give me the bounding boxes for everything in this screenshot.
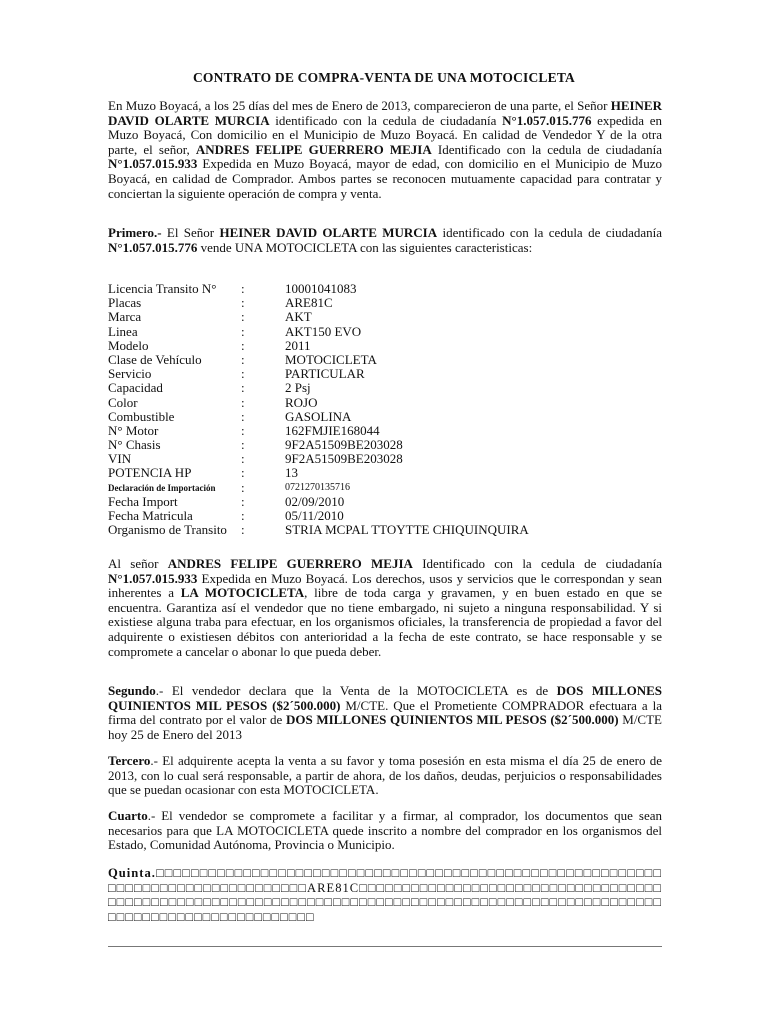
spec-row — [108, 396, 668, 410]
spec-key: Fecha Import — [108, 493, 178, 509]
clause-quinta-garbled-1: □□□□□□□□□□□□□□□□□□□□□□□□□□□□□□□□□□□□□□□□□□□□□□□□□□□□□□□□□□□□□□□□□□□□□□□□□□□□□□□□□ — [108, 866, 662, 895]
spec-key: N° Chasis — [108, 437, 161, 453]
spec-row — [108, 495, 668, 509]
al-senor-text-1: Al señor — [108, 556, 168, 571]
clause-primero — [108, 226, 662, 255]
document-title: CONTRATO DE COMPRA-VENTA DE UNA MOTOCICLETA — [192, 70, 575, 85]
spec-separator: : — [241, 437, 245, 453]
spec-separator: : — [241, 408, 245, 424]
seller-name: HEINER DAVID OLARTE MURCIA — [108, 98, 662, 128]
clause-primero-seller-name: HEINER DAVID OLARTE MURCIA — [219, 225, 438, 240]
spec-key: Marca — [108, 309, 142, 325]
clause-cuarto — [108, 809, 662, 853]
intro-text-1: En Muzo Boyacá, a los 25 días del mes de Enero de 2013, comparecieron de una parte, el Señor — [108, 98, 611, 113]
spec-row — [108, 339, 668, 353]
spec-key: Combustible — [108, 408, 175, 424]
clause-primero-seller-id: N°1.057.015.776 — [108, 239, 198, 255]
clause-segundo-text-2: M/CTE. Que el Prometiente COMPRADOR efectuara a la firma del contrato por el valor de — [108, 697, 662, 728]
spec-key: Fecha Matricula — [108, 508, 193, 523]
spec-separator: : — [241, 351, 245, 367]
vehicle-specs-list — [108, 282, 668, 537]
spec-key: N° Motor — [108, 422, 159, 438]
spec-value: ROJO — [285, 394, 318, 410]
spec-value: STRIA MCPAL TTOYTTE CHIQUINQUIRA — [285, 522, 529, 538]
spec-row — [108, 367, 668, 381]
clause-quinta-plate: ARE81C — [307, 880, 360, 895]
clause-primero-text-1: El Señor — [161, 225, 220, 240]
spec-key: Linea — [108, 323, 138, 339]
clause-segundo-amount-1: DOS MILLONES QUINIENTOS MIL PESOS ($2´500.000) — [108, 683, 662, 713]
spec-value: 2 Psj — [285, 380, 311, 396]
spec-row — [108, 282, 668, 296]
spec-key: POTENCIA HP — [108, 465, 192, 481]
spec-separator: : — [241, 337, 245, 353]
spec-row — [108, 509, 668, 523]
spec-separator: : — [241, 465, 245, 481]
al-senor-text-4: , libre de toda carga y gravamen, y en buen estado en que se encuentra. Garantiza así el vendedor que no tiene embargado, ni sujeto a ninguna responsabilidad. Y si existiese alguna traba para efectuar, en los organismos oficiales, la transferencia de propiedad a favor del adquirente o existiesen débitos con anterioridad a la fecha de este contrato, se hace responsable y se compromete a cancelar o abonar lo que pueda deber. — [108, 585, 662, 659]
intro-text-4: Identificado con la cedula de ciudadanía — [431, 141, 662, 157]
clause-cuarto-text: .- El vendedor se compromete a facilitar y a firmar, al comprador, los documentos que sean necesarios para que LA MOTOCICLETA quede inscrito a nombre del comprador en los organismos del Estado, Comunidad Autónoma, Provincia o Municipio. — [108, 808, 662, 853]
spec-value: 02/09/2010 — [285, 493, 345, 509]
clause-cuarto-label: Cuarto — [108, 808, 148, 823]
bottom-divider — [108, 946, 662, 947]
spec-row — [108, 466, 668, 480]
buyer-id: N°1.057.015.933 — [108, 156, 198, 172]
spec-value: 2011 — [285, 337, 311, 353]
al-senor-text-3: Expedida en Muzo Boyacá. Los derechos, usos y servicios que le correspondan y sean inherentes a — [108, 570, 662, 601]
spec-separator: : — [241, 479, 245, 495]
spec-separator: : — [241, 295, 245, 311]
spec-separator: : — [241, 366, 245, 382]
spec-key: VIN — [108, 451, 132, 467]
spec-key: Capacidad — [108, 380, 163, 396]
spec-value: ARE81C — [285, 295, 333, 311]
spec-row — [108, 296, 668, 310]
spec-separator: : — [241, 309, 245, 325]
clause-tercero — [108, 754, 662, 798]
spec-value: 0721270135716 — [285, 481, 350, 493]
spec-row — [108, 481, 668, 495]
spec-value: AKT150 EVO — [285, 323, 362, 339]
spec-key: Placas — [108, 295, 142, 311]
spec-row — [108, 410, 668, 424]
intro-text-3: expedida en Muzo Boyacá, Con domicilio en el Municipio de Muzo Boyacá. En calidad de Vendedor Y de la otra parte, el señor, — [108, 112, 663, 157]
spec-separator: : — [241, 508, 245, 523]
clause-quinta — [108, 866, 662, 924]
intro-text-5: Expedida en Muzo Boyacá, mayor de edad, con domicilio en el Municipio de Muzo Boyacá, en calidad de Comprador. Ambos partes se reconocen mutuamente capacidad para contratar y conciertan la siguiente operación de compra y venta. — [108, 156, 662, 201]
spec-key: Servicio — [108, 366, 152, 382]
al-senor-moto: LA MOTOCICLETA — [180, 585, 305, 601]
spec-value: 9F2A51509BE203028 — [285, 451, 403, 467]
spec-row — [108, 325, 668, 339]
spec-separator: : — [241, 281, 245, 296]
spec-key: Modelo — [108, 337, 149, 353]
spec-row — [108, 452, 668, 466]
spec-row — [108, 310, 668, 324]
clause-primero-text-2: identificado con la cedula de ciudadanía — [437, 225, 662, 240]
spec-separator: : — [241, 380, 245, 396]
spec-separator: : — [241, 394, 245, 410]
clause-tercero-label: Tercero — [108, 753, 151, 768]
spec-separator: : — [241, 451, 245, 467]
spec-separator: : — [241, 422, 245, 438]
spec-value: 05/11/2010 — [285, 508, 344, 523]
spec-key: Licencia Transito N° — [108, 281, 217, 296]
al-senor-text-2: Identificado con la cedula de ciudadanía — [412, 556, 662, 571]
clause-segundo-label: Segundo — [108, 683, 156, 698]
clause-quinta-label: Quinta. — [108, 866, 156, 880]
clause-segundo-amount-2: DOS MILLONES QUINIENTOS MIL PESOS ($2´500.000) — [285, 712, 619, 728]
clause-primero-label: Primero.- — [108, 225, 162, 240]
clause-quinta-garbled-2: □□□□□□□□□□□□□□□□□□□□□□□□□□□□□□□□□□□□□□□□□□□□□□□□□□□□□□□□□□□□□□□□□□□□□□□□□□□□□□□□□□□□□□□□□□□□□□□□□□□□□□□□□□□□□□□□□□□□□□□□□□□ — [108, 880, 662, 924]
spec-key: Organismo de Transito — [108, 522, 227, 538]
clause-tercero-text: .- El adquirente acepta la venta a su favor y toma posesión en esta misma el día 25 de enero de 2013, con lo cual será responsable, a partir de ahora, de los daños, deudas, perjuicios o responsabilidades que se puedan ocasionar con esta MOTOCICLETA. — [108, 753, 662, 798]
spec-value: MOTOCICLETA — [285, 351, 377, 367]
spec-value: 13 — [285, 465, 298, 481]
spec-row — [108, 523, 668, 537]
clause-segundo — [108, 684, 662, 742]
intro-text-2: identificado con la cedula de ciudadanía — [269, 112, 503, 128]
spec-row — [108, 353, 668, 367]
spec-value: PARTICULAR — [285, 366, 365, 382]
intro-paragraph — [108, 99, 662, 201]
spec-key: Clase de Vehículo — [108, 351, 202, 367]
clause-al-senor — [108, 557, 662, 659]
spec-value: AKT — [285, 309, 312, 325]
buyer-name: ANDRES FELIPE GUERRERO MEJIA — [195, 141, 432, 157]
seller-id: N°1.057.015.776 — [502, 112, 592, 128]
spec-value: 162FMJIE168044 — [285, 422, 380, 438]
spec-key: Color — [108, 394, 138, 410]
al-senor-buyer-id: N°1.057.015.933 — [108, 570, 198, 586]
clause-primero-text-3: vende UNA MOTOCICLETA con las siguientes caracteristicas: — [197, 239, 533, 255]
al-senor-buyer-name: ANDRES FELIPE GUERRERO MEJIA — [167, 556, 413, 571]
spec-value: GASOLINA — [285, 408, 352, 424]
clause-segundo-text-1: .- El vendedor declara que la Venta de la MOTOCICLETA es de — [155, 683, 557, 698]
spec-row — [108, 424, 668, 438]
spec-key: Declaración de Importación — [108, 482, 216, 493]
spec-row — [108, 438, 668, 452]
spec-separator: : — [241, 323, 245, 339]
spec-row — [108, 381, 668, 395]
spec-separator: : — [241, 493, 245, 509]
spec-value: 10001041083 — [285, 281, 357, 296]
spec-value: 9F2A51509BE203028 — [285, 437, 403, 453]
spec-separator: : — [241, 522, 245, 538]
clause-segundo-text-3: M/CTE hoy 25 de Enero del 2013 — [108, 712, 662, 742]
